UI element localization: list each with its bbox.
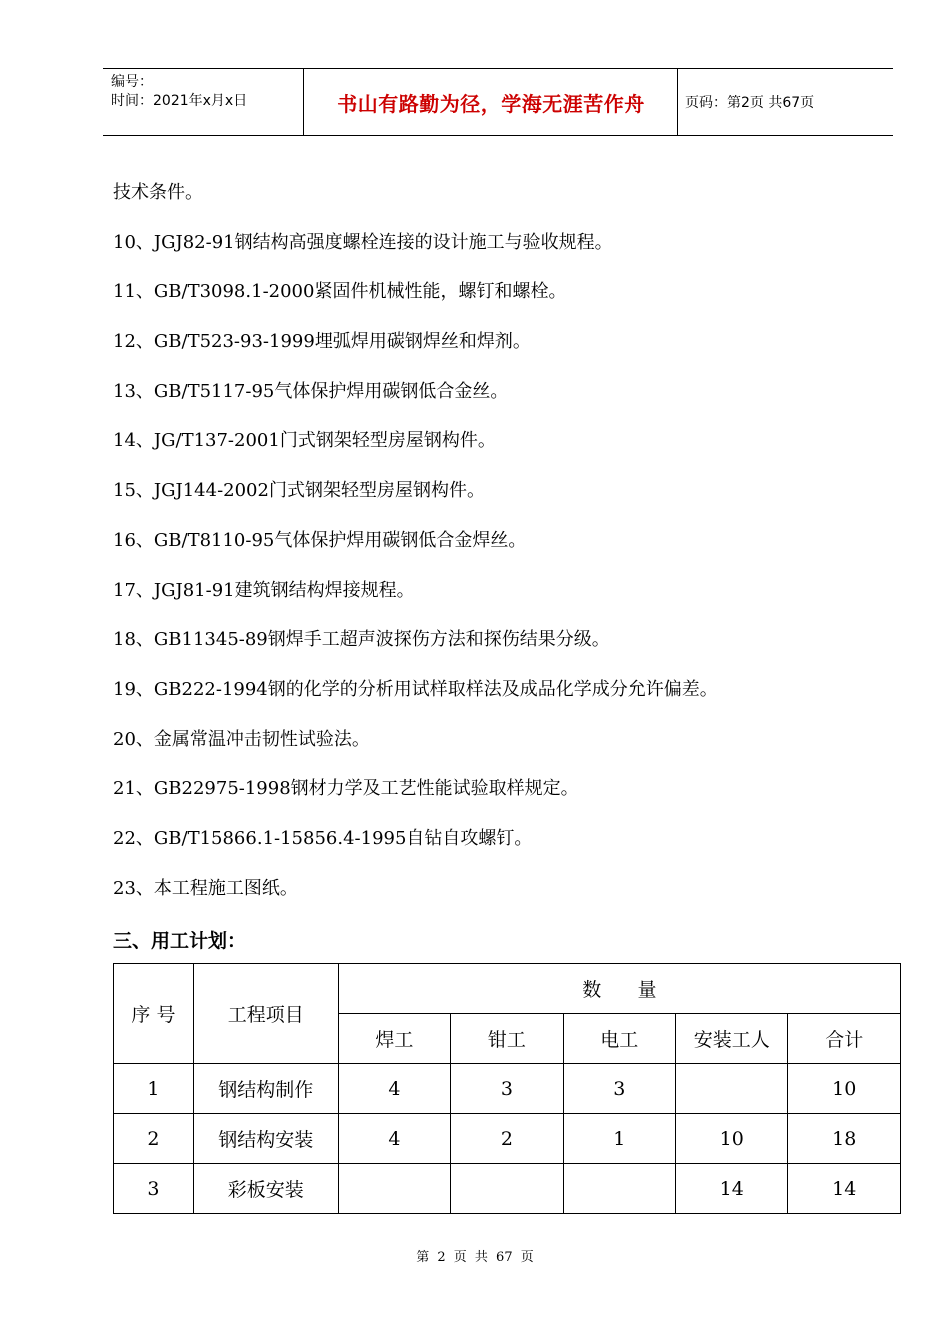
subheader-welder: 焊工 — [338, 1014, 450, 1064]
list-item: 13、GB/T5117-95气体保护焊用碳钢低合金丝。 — [113, 380, 509, 402]
standards-list — [113, 178, 718, 923]
header-divider — [677, 69, 678, 135]
list-item: 技术条件。 — [113, 182, 203, 203]
cell-item: 钢结构制作 — [193, 1064, 338, 1114]
list-item: 20、金属常温冲击韧性试验法。 — [113, 728, 370, 750]
cell-value — [451, 1164, 563, 1214]
list-item: 14、JG/T137-2001门式钢架轻型房屋钢构件。 — [113, 430, 496, 452]
list-item: 23、本工程施工图纸。 — [113, 877, 298, 899]
subheader-electrician: 电工 — [563, 1014, 675, 1064]
list-item: 16、GB/T8110-95气体保护焊用碳钢低合金焊丝。 — [113, 529, 527, 551]
list-item: 15、JGJ144-2002门式钢架轻型房屋钢构件。 — [113, 480, 485, 502]
table-row — [114, 1164, 901, 1214]
header-meta — [111, 73, 247, 111]
page-header — [103, 68, 893, 136]
cell-seq: 2 — [114, 1114, 194, 1164]
cell-value: 18 — [788, 1114, 901, 1164]
cell-value: 1 — [563, 1114, 675, 1164]
cell-value: 4 — [338, 1064, 450, 1114]
list-item: 18、GB11345-89钢焊手工超声波探伤方法和探伤结果分级。 — [113, 629, 610, 651]
cell-seq: 1 — [114, 1064, 194, 1114]
section-title: 三、用工计划： — [113, 930, 247, 952]
labour-plan-table — [113, 963, 901, 1214]
header-seq: 序 号 — [114, 964, 194, 1064]
cell-value: 14 — [676, 1164, 788, 1214]
list-item: 10、JGJ82-91钢结构高强度螺栓连接的设计施工与验收规程。 — [113, 231, 613, 253]
table-row — [114, 1114, 901, 1164]
cell-value: 4 — [338, 1114, 450, 1164]
cell-value — [563, 1164, 675, 1214]
subheader-installer: 安装工人 — [676, 1014, 788, 1064]
table-header-row — [114, 964, 901, 1014]
list-item: 17、JGJ81-91建筑钢结构焊接规程。 — [113, 579, 415, 601]
subheader-total: 合计 — [788, 1014, 901, 1064]
code-label: 编号： — [111, 74, 153, 90]
cell-item: 钢结构安装 — [193, 1114, 338, 1164]
cell-seq: 3 — [114, 1164, 194, 1214]
list-item: 22、GB/T15866.1-15856.4-1995自钻自攻螺钉。 — [113, 827, 533, 849]
list-item: 11、GB/T3098.1-2000紧固件机械性能，螺钉和螺栓。 — [113, 281, 567, 303]
cell-value: 14 — [788, 1164, 901, 1214]
header-motto: 书山有路勤为径，学海无涯苦作舟 — [337, 91, 645, 116]
cell-value: 10 — [676, 1114, 788, 1164]
header-page-info: 页码：第2页 共67页 — [685, 95, 815, 111]
cell-value — [676, 1064, 788, 1114]
list-item: 19、GB222-1994钢的化学的分析用试样取样法及成品化学成分允许偏差。 — [113, 678, 718, 700]
header-quantity: 数 量 — [338, 964, 900, 1014]
list-item: 21、GB22975-1998钢材力学及工艺性能试验取样规定。 — [113, 778, 579, 800]
cell-value — [338, 1164, 450, 1214]
table-row — [114, 1064, 901, 1114]
subheader-fitter: 钳工 — [451, 1014, 563, 1064]
header-item: 工程项目 — [193, 964, 338, 1064]
list-item: 12、GB/T523-93-1999埋弧焊用碳钢焊丝和焊剂。 — [113, 331, 531, 353]
cell-value: 2 — [451, 1114, 563, 1164]
cell-value: 3 — [563, 1064, 675, 1114]
cell-value: 3 — [451, 1064, 563, 1114]
cell-value: 10 — [788, 1064, 901, 1114]
cell-item: 彩板安装 — [193, 1164, 338, 1214]
page-footer: 第 2 页 共 67 页 — [416, 1250, 534, 1265]
time-label: 时间：2021年x月x日 — [111, 93, 248, 109]
header-divider — [303, 69, 304, 135]
